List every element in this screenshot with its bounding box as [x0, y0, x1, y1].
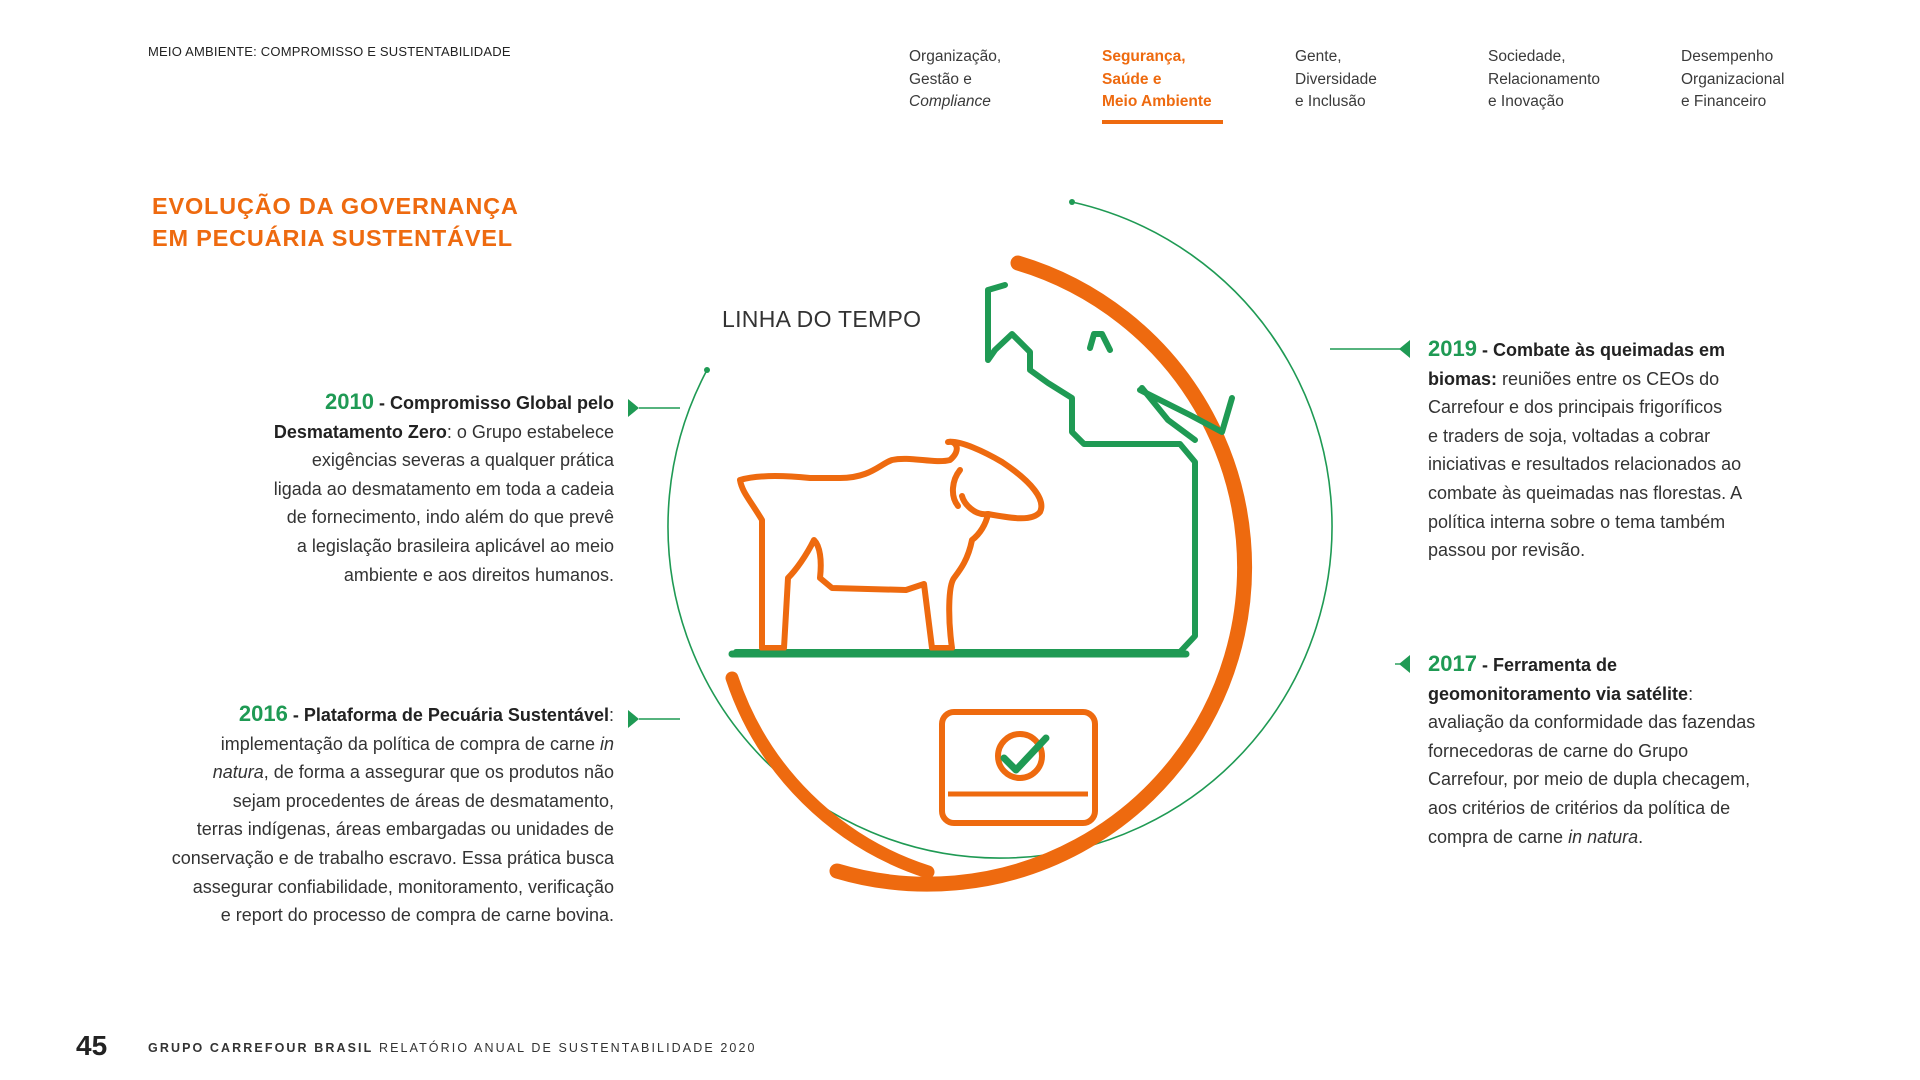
entry-line — [1428, 650, 1848, 680]
entry-italic: in natura — [1568, 826, 1639, 847]
entry-line — [94, 758, 614, 787]
timeline-entry-2017 — [1428, 650, 1848, 851]
entry-line: Carrefour, por meio de dupla checagem, — [1428, 769, 1751, 790]
footer-brand: GRUPO CARREFOUR BRASIL — [148, 1041, 374, 1055]
title-line: EM PECUÁRIA SUSTENTÁVEL — [152, 225, 513, 251]
nav-label-line: Gente, — [1295, 48, 1342, 65]
nav-label-line: Saúde e — [1102, 70, 1162, 88]
timeline-arrow-icon — [628, 399, 639, 417]
entry-line — [194, 418, 614, 447]
nav-label-line: Relacionamento — [1488, 70, 1601, 88]
nav-label-line: Diversidade — [1295, 70, 1377, 88]
orange-ring — [837, 263, 1245, 884]
timeline-arrow-icon — [628, 710, 639, 728]
section-label: MEIO AMBIENTE: COMPROMISSO E SUSTENTABILIDADE — [148, 44, 511, 59]
nav-label-line: Organizacional — [1681, 70, 1785, 88]
entry-line: Carrefour e dos principais frigoríficos — [1428, 397, 1723, 418]
entry-line: terras indígenas, áreas embargadas ou unidades de — [196, 819, 614, 840]
entry-line — [1428, 680, 1848, 709]
nav-label-line: Segurança, — [1102, 48, 1186, 65]
entry-line: assegurar confiabilidade, monitoramento, verificação — [192, 876, 614, 897]
nav-label-line: e Inclusão — [1295, 93, 1366, 110]
entry-line: fornecedoras de carne do Grupo — [1428, 740, 1689, 761]
entry-line: política interna sobre o tema também — [1428, 511, 1726, 532]
timeline-dot — [704, 367, 710, 373]
entry-heading: - Combate às queimadas em — [1476, 340, 1726, 360]
nav-label-line: Sociedade, — [1488, 48, 1566, 65]
entry-year: 2019 — [1428, 336, 1477, 361]
nav-label-line: Desempenho — [1681, 48, 1774, 65]
entry-heading: geomonitoramento via satélite — [1428, 683, 1689, 704]
entry-heading: - Compromisso Global pelo — [373, 393, 614, 413]
entry-italic: in — [599, 733, 614, 754]
entry-line: e traders de soja, voltadas a cobrar — [1428, 425, 1711, 446]
entry-text: : — [608, 705, 614, 725]
entry-line — [94, 730, 614, 759]
entry-line: exigências severas a qualquer prática — [311, 450, 614, 471]
footer-report: RELATÓRIO ANUAL DE SUSTENTABILIDADE 2020 — [373, 1041, 757, 1055]
nav-label-line: Organização, — [909, 48, 1002, 65]
nav-label-line: e Financeiro — [1681, 93, 1767, 110]
entry-heading: Desmatamento Zero — [273, 421, 447, 442]
entry-heading: - Ferramenta de — [1476, 655, 1617, 675]
timeline-label: LINHA DO TEMPO — [722, 306, 922, 332]
entry-year: 2010 — [325, 389, 374, 414]
entry-heading: - Plataforma de Pecuária Sustentável — [287, 705, 609, 725]
entry-line: ambiente e aos direitos humanos. — [343, 564, 614, 585]
checkmark-card-icon — [942, 712, 1095, 823]
cow-icon — [740, 442, 1041, 648]
timeline-entry-2010 — [194, 388, 614, 589]
entry-text: reuniões entre os CEOs do — [1497, 368, 1720, 389]
nav-label-line: e Inovação — [1488, 93, 1564, 110]
entry-text: : — [1688, 683, 1694, 704]
entry-line: e report do processo de compra de carne bovina. — [220, 905, 614, 926]
entry-line: iniciativas e resultados relacionados ao — [1428, 454, 1742, 475]
timeline-dot — [1069, 199, 1075, 205]
entry-text: , de forma a assegurar que os produtos não — [263, 762, 614, 783]
entry-italic: natura — [212, 762, 264, 783]
entry-text: implementação da política de compra de carne — [220, 733, 600, 754]
entry-year: 2017 — [1428, 651, 1477, 676]
timeline-entry-2016 — [94, 700, 614, 930]
entry-line: de fornecimento, indo além do que prevê — [286, 507, 614, 528]
nav-label-line: Meio Ambiente — [1102, 93, 1212, 110]
entry-text: . — [1638, 826, 1644, 847]
entry-line — [1428, 365, 1848, 394]
entry-line: sejam procedentes de áreas de desmatamento, — [232, 790, 614, 811]
entry-line: conservação e de trabalho escravo. Essa prática busca — [171, 847, 614, 868]
entry-heading: biomas: — [1428, 368, 1498, 389]
entry-line — [1428, 823, 1848, 852]
entry-line: a legislação brasileira aplicável ao meio — [296, 535, 614, 556]
entry-line — [1428, 335, 1848, 365]
entry-text: compra de carne — [1428, 826, 1569, 847]
timeline-entry-2019 — [1428, 335, 1848, 565]
entry-line: passou por revisão. — [1428, 540, 1586, 561]
entry-line: avaliação da conformidade das fazendas — [1428, 712, 1756, 733]
title-line: EVOLUÇÃO DA GOVERNANÇA — [152, 193, 519, 219]
footer-text — [148, 1041, 757, 1055]
entry-line: ligada ao desmatamento em toda a cadeia — [273, 478, 614, 499]
nav-label-line: Compliance — [909, 93, 991, 110]
timeline-arrow-icon — [1399, 655, 1410, 673]
page-number: 45 — [76, 1030, 108, 1061]
timeline-arrow-icon — [1399, 340, 1410, 358]
entry-line — [194, 388, 614, 418]
nav-label-line: Gestão e — [909, 70, 972, 88]
entry-line — [94, 700, 614, 730]
entry-line: aos critérios de critérios da política de — [1428, 797, 1731, 818]
entry-year: 2016 — [238, 701, 288, 726]
entry-text: : o Grupo estabelece — [446, 421, 614, 442]
entry-line: combate às queimadas nas florestas. A — [1428, 482, 1743, 503]
